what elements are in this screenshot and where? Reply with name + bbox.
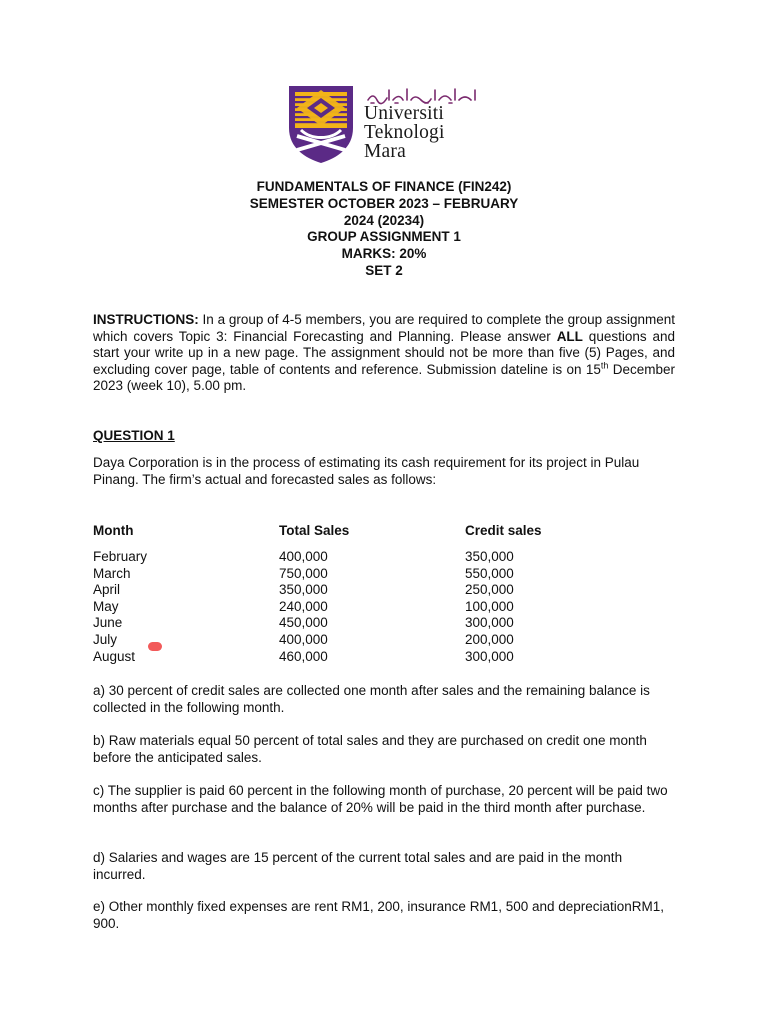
marks-label: MARKS: 20% — [341, 246, 427, 262]
instructions-text-3: December 2023 (week 10), 5.00 pm. — [93, 361, 675, 394]
instructions-emphasis: ALL — [556, 328, 583, 344]
table-cell: 240,000 — [279, 598, 328, 614]
instructions-paragraph — [93, 312, 675, 395]
instructions-text-2: questions and start your write up in a new page. The assignment should not be more than five (5) Pages, and excluding cover page, table of contents and reference. Submission dateline is on 15 — [93, 328, 675, 377]
table-cell: 750,000 — [279, 565, 328, 581]
sales-table — [93, 523, 585, 665]
table-cell: March — [93, 565, 131, 581]
table-cell: 460,000 — [279, 648, 328, 664]
question-1-intro: Daya Corporation is in the process of estimating its cash requirement for its project in Pulau Pinang. The firm’s actual and forecasted sales as follows: — [93, 455, 640, 487]
table-header-row — [93, 523, 585, 549]
table-cell: 450,000 — [279, 615, 328, 631]
item-c: c) The supplier is paid 60 percent in the following month of purchase, 20 percent will be paid two months after purchase and the balance of 20% will be paid in the third month after purchase. — [93, 783, 668, 815]
item-e: e) Other monthly fixed expenses are rent RM1, 200, insurance RM1, 500 and depreciationRM1, 900. — [93, 899, 665, 931]
table-cell: 100,000 — [465, 598, 514, 614]
item-b: b) Raw materials equal 50 percent of total sales and they are purchased on credit one month before the anticipated sales. — [93, 733, 647, 765]
table-row — [93, 599, 585, 616]
course-title: FUNDAMENTALS OF FINANCE (FIN242) — [256, 179, 512, 194]
set-label: SET 2 — [365, 262, 403, 278]
annotation-marker[interactable] — [148, 642, 162, 651]
table-cell: August — [93, 648, 136, 664]
table-cell: 400,000 — [279, 631, 328, 647]
assignment-heading — [150, 179, 618, 280]
table-cell: 350,000 — [465, 549, 514, 564]
uni-name-line1: Universiti — [364, 103, 444, 124]
table-cell: February — [93, 549, 148, 564]
table-cell: June — [93, 615, 123, 631]
table-cell: 200,000 — [465, 631, 514, 647]
instructions-superscript: th — [600, 360, 609, 371]
semester-line-2: 2024 (20234) — [343, 212, 425, 228]
item-a: a) 30 percent of credit sales are collected one month after sales and the remaining balance is collected in the following month. — [93, 683, 650, 715]
column-header-month: Month — [93, 523, 134, 538]
table-cell: 350,000 — [279, 582, 328, 598]
table-cell: 250,000 — [465, 582, 514, 598]
table-row — [93, 615, 585, 632]
item-d: d) Salaries and wages are 15 percent of the current total sales and are paid in the month incurred. — [93, 850, 623, 882]
table-cell: July — [93, 631, 118, 647]
column-header-total-sales: Total Sales — [279, 523, 350, 538]
uni-name-line3: Mara — [364, 141, 406, 162]
table-cell: April — [93, 582, 121, 598]
table-row — [93, 582, 585, 599]
uitm-logo — [287, 84, 487, 166]
table-cell: 550,000 — [465, 565, 514, 581]
question-1-title: QUESTION 1 — [93, 428, 175, 443]
table-row — [93, 632, 585, 649]
table-row — [93, 566, 585, 583]
instructions-label: INSTRUCTIONS: — [93, 312, 199, 327]
table-row — [93, 649, 585, 666]
uitm-shield-icon — [287, 84, 355, 164]
instructions-text-1: In a group of 4-5 members, you are required to complete the group assignment which covers Topic 3: Financial Forecasting and Planning. Please answer — [93, 312, 675, 344]
column-header-credit-sales: Credit sales — [465, 523, 542, 538]
table-cell: May — [93, 598, 119, 614]
university-name — [364, 104, 445, 161]
table-cell: 300,000 — [465, 648, 514, 664]
assignment-title: GROUP ASSIGNMENT 1 — [307, 229, 461, 245]
table-row — [93, 549, 585, 566]
uni-name-line2: Teknologi — [364, 122, 445, 143]
semester-line-1: SEMESTER OCTOBER 2023 – FEBRUARY — [249, 195, 519, 211]
table-cell: 300,000 — [465, 615, 514, 631]
table-cell: 400,000 — [279, 549, 328, 564]
